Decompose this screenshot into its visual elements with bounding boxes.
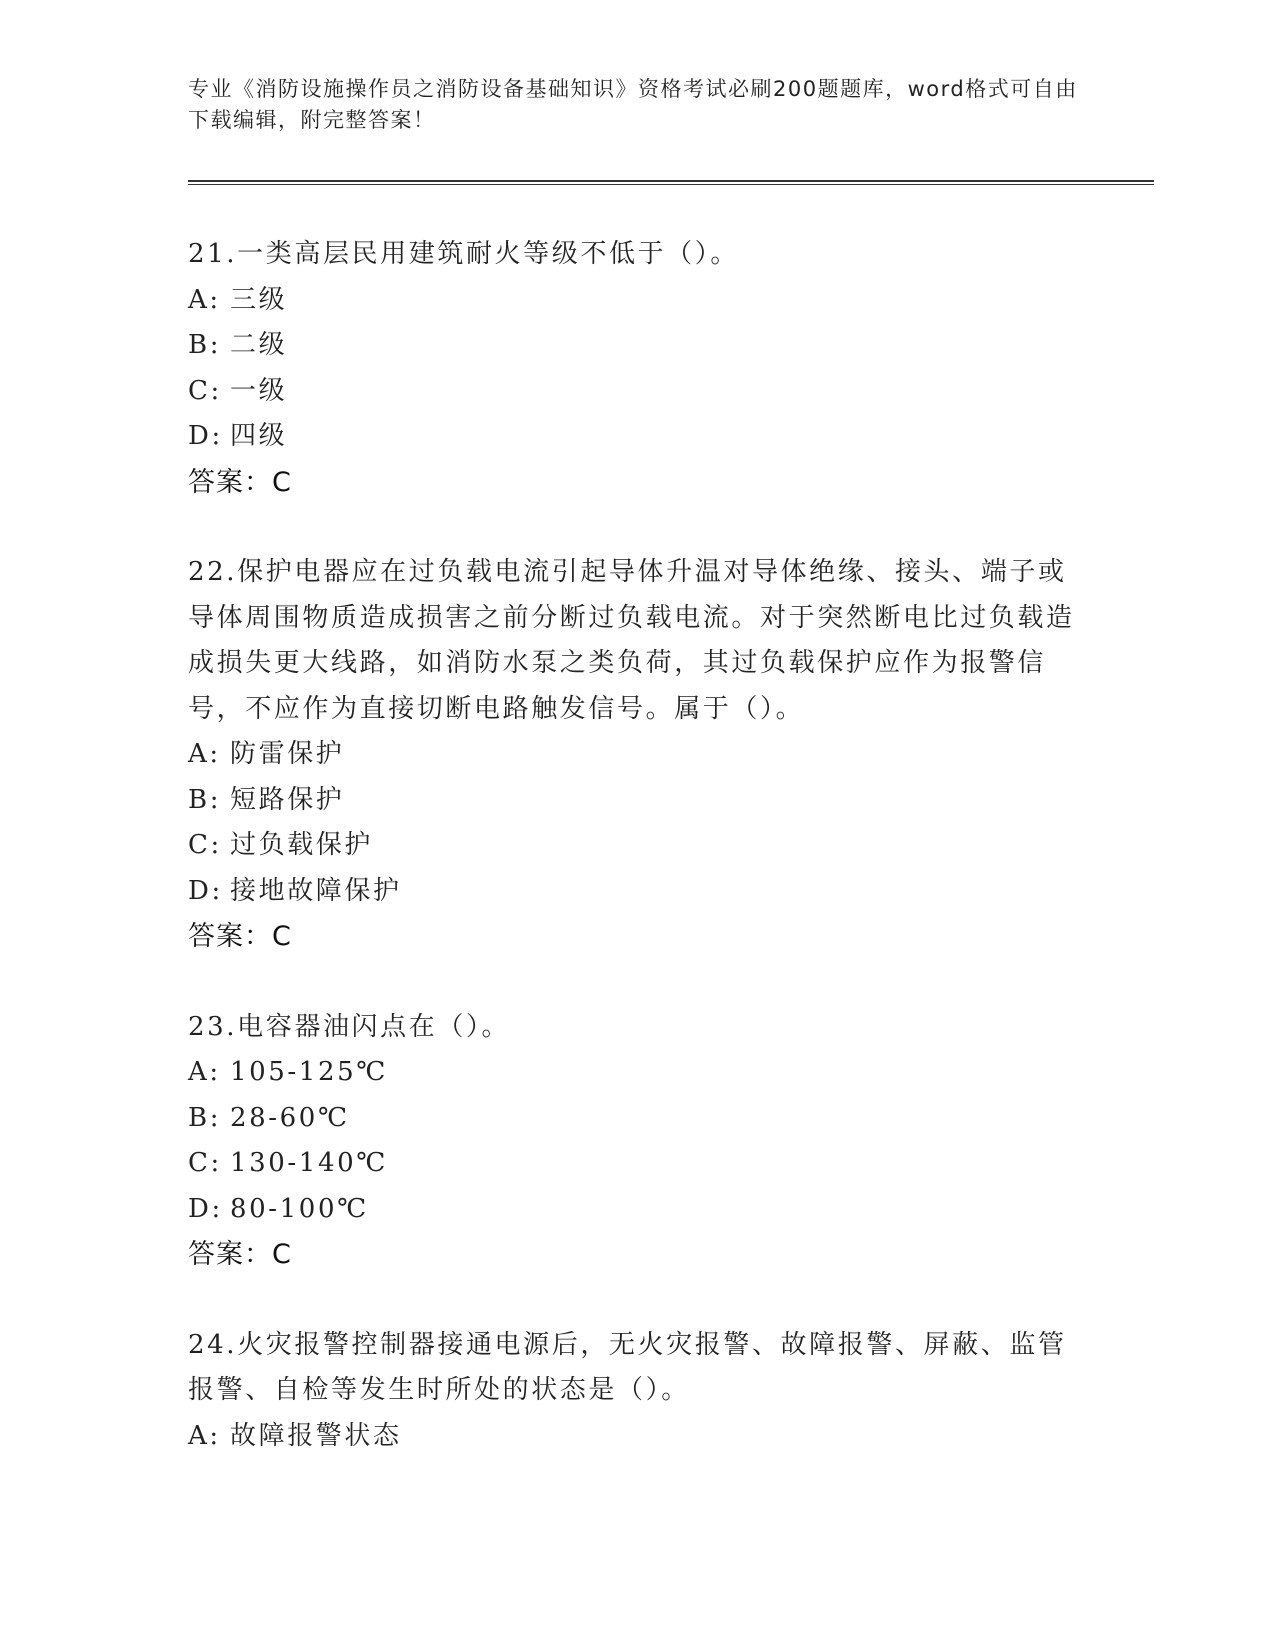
answer-line: 答案：C: [188, 921, 292, 952]
option-text: 80-100℃: [230, 1193, 369, 1224]
option-text: 接地故障保护: [230, 875, 402, 906]
option-d: [188, 414, 1088, 460]
option-text: 三级: [230, 284, 288, 315]
option-letter: C:: [188, 375, 222, 406]
answer-line: 答案：C: [188, 1239, 292, 1270]
document-header: 专业《消防设施操作员之消防设备基础知识》资格考试必刷200题题库，word格式可自由下载编辑，附完整答案！: [188, 77, 1078, 132]
question-22: [188, 550, 1088, 960]
question-list: [188, 232, 1088, 1504]
option-letter: B:: [188, 330, 222, 360]
option-letter: A:: [188, 1057, 221, 1087]
question-text: 24.火灾报警控制器接通电源后，无火灾报警、故障报警、屏蔽、监管报警、自检等发生时所处的状态是（）。: [188, 1329, 1067, 1405]
option-a: [188, 1414, 1088, 1460]
option-letter: B:: [188, 1102, 222, 1133]
option-d: [188, 1187, 1088, 1233]
option-text: 故障报警状态: [230, 1420, 402, 1451]
option-c: [188, 369, 1088, 415]
question-text: 21.一类高层民用建筑耐火等级不低于（）。: [188, 239, 739, 269]
option-letter: A:: [188, 739, 221, 769]
question-23: [188, 1005, 1088, 1278]
option-c: [188, 823, 1088, 869]
option-b: [188, 323, 1088, 369]
option-letter: A:: [188, 1420, 221, 1451]
option-a: [188, 278, 1088, 324]
option-letter: D:: [188, 875, 223, 906]
option-text: 短路保护: [230, 784, 345, 815]
option-letter: C:: [188, 830, 222, 860]
option-c: [188, 1141, 1088, 1187]
option-letter: D:: [188, 421, 223, 451]
option-a: [188, 1050, 1088, 1096]
option-a: [188, 732, 1088, 778]
option-text: 过负载保护: [230, 830, 374, 860]
option-letter: D:: [188, 1193, 223, 1224]
question-24: [188, 1323, 1088, 1460]
answer-line: 答案：C: [188, 466, 292, 498]
option-b: [188, 778, 1088, 824]
option-text: 四级: [230, 421, 288, 451]
option-text: 28-60℃: [230, 1102, 350, 1133]
question-text: 22.保护电器应在过负载电流引起导体升温对导体绝缘、接头、端子或导体周围物质造成损害之前分断过负载电流。对于突然断电比过负载造成损失更大线路，如消防水泵之类负荷，其过负载保护应作为报警信号，不应作为直接切断电路触发信号。属于（）。: [188, 557, 1075, 724]
header-rule-thin: [188, 184, 1154, 185]
option-text: 130-140℃: [230, 1148, 388, 1178]
option-text: 防雷保护: [230, 739, 345, 769]
option-b: [188, 1096, 1088, 1142]
option-letter: A:: [188, 284, 221, 315]
option-letter: C:: [188, 1148, 222, 1178]
header-rule-thick: [188, 180, 1154, 182]
option-text: 二级: [230, 330, 288, 360]
question-21: [188, 232, 1088, 505]
option-letter: B:: [188, 784, 222, 815]
option-text: 105-125℃: [230, 1057, 388, 1087]
option-text: 一级: [230, 375, 288, 406]
option-d: [188, 869, 1088, 915]
question-text: 23.电容器油闪点在（）。: [188, 1011, 511, 1042]
